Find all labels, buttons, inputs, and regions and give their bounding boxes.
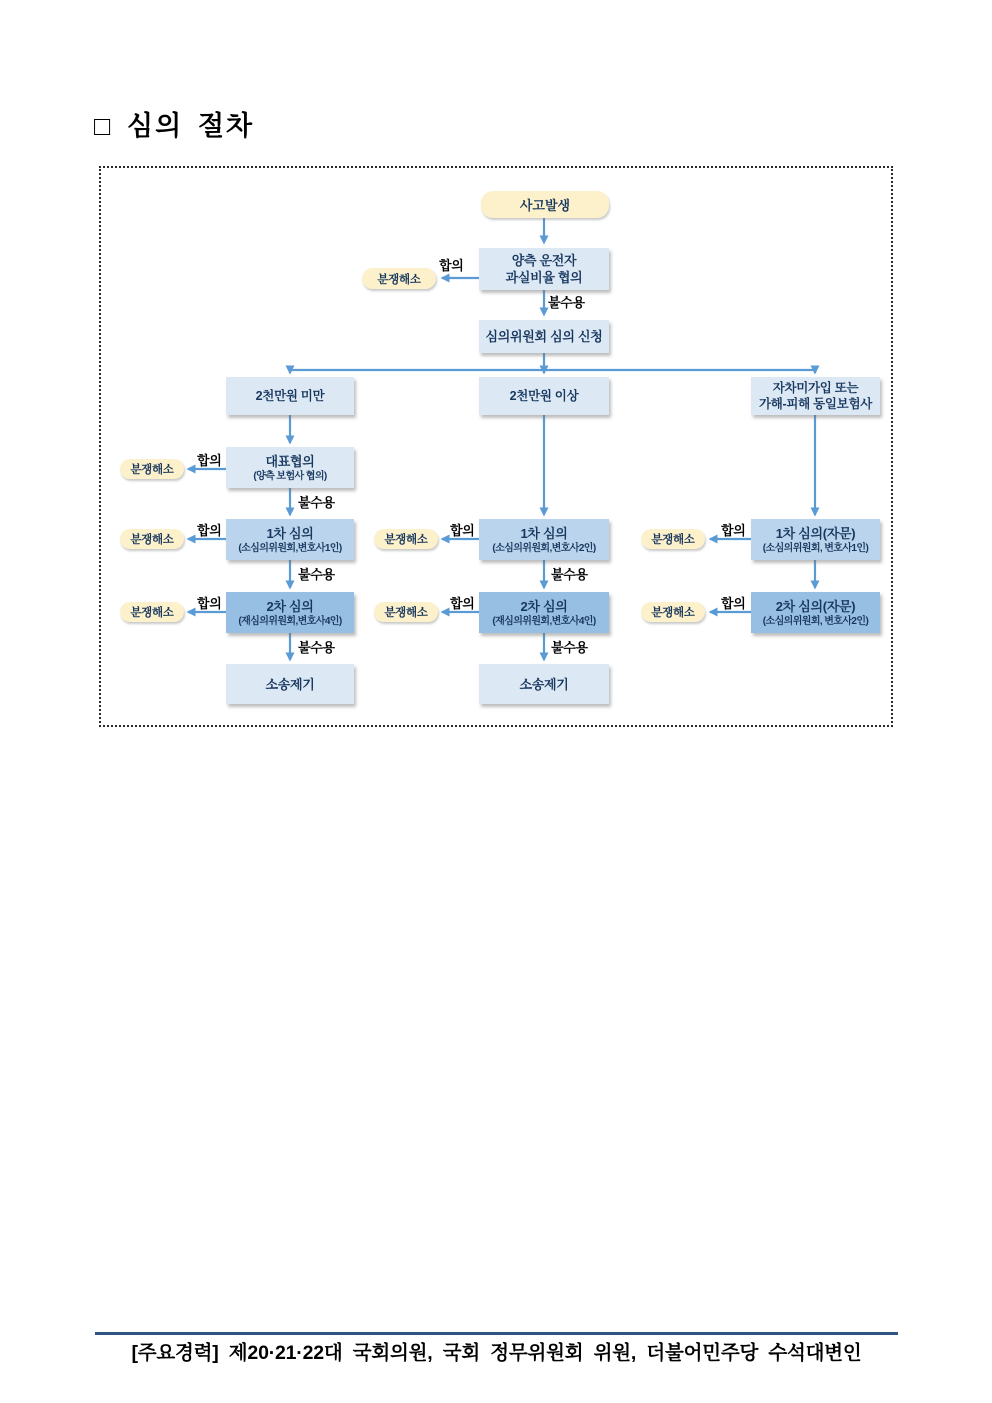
dispute-resolved-oval: 분쟁해소	[362, 268, 436, 289]
dispute-resolved-oval: 분쟁해소	[641, 529, 705, 549]
dispute-resolved-oval: 분쟁해소	[120, 459, 184, 479]
first-review-mid-title: 1차 심의	[520, 525, 568, 541]
negotiation-line2: 과실비율 협의	[505, 270, 583, 285]
dispute-resolved-oval: 분쟁해소	[641, 602, 705, 622]
lawsuit-left-box	[226, 664, 354, 704]
second-review-mid-box	[479, 592, 609, 633]
flowchart-container	[99, 166, 893, 727]
agree-label: 합의	[450, 523, 475, 538]
footer-career-text: [주요경력] 제20·21·22대 국회의원, 국회 정무위원회 위원, 더불어민주당 수석대변인	[131, 1342, 862, 1364]
dispute-resolved-oval: 분쟁해소	[120, 602, 184, 622]
agree-label: 합의	[197, 453, 222, 468]
first-review-advisory-title: 1차 심의(자문)	[775, 525, 856, 541]
branch-over-20m-box	[479, 377, 609, 415]
second-review-left-box	[226, 592, 354, 633]
second-review-left-sub: (재심의위원회,변호사4인)	[238, 615, 342, 627]
first-review-left-box	[226, 519, 354, 560]
rep-council-sub: (양측 보험사 협의)	[253, 470, 327, 482]
rep-council-title: 대표협의	[265, 453, 315, 469]
footer-divider	[95, 1332, 898, 1335]
reject-label: 불수용	[551, 567, 588, 582]
agree-label: 합의	[197, 596, 222, 611]
agree-label: 합의	[450, 596, 475, 611]
first-review-left-title: 1차 심의	[266, 525, 314, 541]
dispute-resolved-oval: 분쟁해소	[374, 602, 438, 622]
agree-label: 합의	[721, 596, 746, 611]
branch-under-20m-box	[226, 377, 354, 415]
first-review-mid-box	[479, 519, 609, 560]
page-title: □ 심의 절차	[94, 111, 255, 141]
dispute-resolved-oval: 분쟁해소	[374, 529, 438, 549]
branch-no-own-insurance-box	[751, 377, 880, 415]
first-review-advisory-sub: (소심의위원회, 변호사1인)	[762, 542, 869, 554]
second-review-mid-title: 2차 심의	[520, 598, 568, 614]
first-review-advisory-box	[751, 519, 880, 560]
apply-review-box	[479, 320, 609, 353]
lawsuit-mid-label: 소송제기	[519, 676, 569, 692]
second-review-advisory-sub: (소심의위원회, 변호사2인)	[762, 615, 869, 627]
reject-label: 불수용	[298, 567, 335, 582]
branch-under-20m-label: 2천만원 미만	[255, 389, 325, 403]
branch-right-line2: 가해-피해 동일보험사	[758, 397, 872, 411]
second-review-left-title: 2차 심의	[266, 598, 314, 614]
second-review-advisory-title: 2차 심의(자문)	[775, 598, 856, 614]
agree-label: 합의	[721, 523, 746, 538]
dispute-resolved-oval: 분쟁해소	[120, 529, 184, 549]
second-review-mid-sub: (재심의위원회,변호사4인)	[492, 615, 596, 627]
first-review-left-sub: (소심의위원회,변호사1인)	[238, 542, 342, 554]
negotiation-box	[479, 248, 609, 290]
branch-right-line1: 자차미가입 또는	[772, 381, 859, 395]
reject-label: 불수용	[298, 640, 335, 655]
agree-label: 합의	[197, 523, 222, 538]
start-node: 사고발생	[481, 191, 609, 218]
negotiation-line1: 양측 운전자	[511, 253, 577, 268]
reject-label: 불수용	[548, 295, 585, 310]
apply-review-label: 심의위원회 심의 신청	[485, 329, 603, 344]
reject-label: 불수용	[551, 640, 588, 655]
lawsuit-mid-box	[479, 664, 609, 704]
branch-over-20m-label: 2천만원 이상	[509, 389, 579, 403]
reject-label: 불수용	[298, 495, 335, 510]
rep-council-box	[226, 447, 354, 488]
agree-label: 합의	[439, 258, 464, 273]
first-review-mid-sub: (소심의위원회,변호사2인)	[492, 542, 596, 554]
lawsuit-left-label: 소송제기	[265, 676, 315, 692]
second-review-advisory-box	[751, 592, 880, 633]
